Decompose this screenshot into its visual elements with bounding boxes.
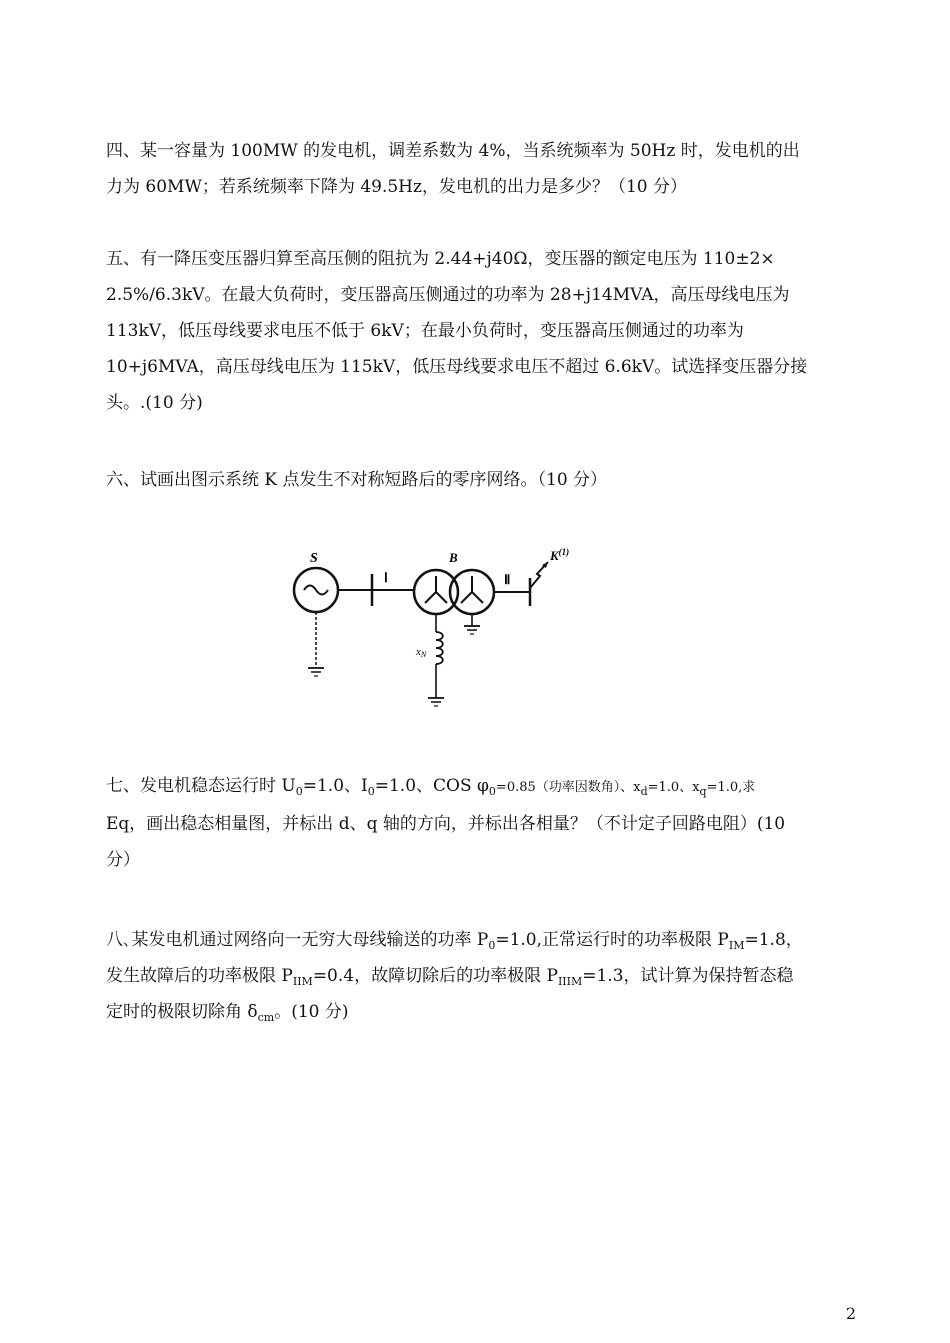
question-4-line-2: 力为 60MW；若系统频率下降为 49.5Hz，发电机的出力是多少？（10 分） (106, 177, 687, 197)
page-number: 2 (845, 1304, 856, 1323)
question-5-line-1: 五、有一降压变压器归算至高压侧的阻抗为 2.44+j40Ω，变压器的额定电压为 110±2× (106, 249, 775, 269)
fault-label: $K^{(1)}$ (550, 547, 570, 563)
question-6 (106, 462, 858, 498)
line-1-label: Ⅰ (384, 570, 388, 585)
question-5-line-2: 2.5%/6.3kV。在最大负荷时，变压器高压侧通过的功率为 28+j14MVA，高压母线电压为 (106, 285, 790, 305)
question-8-line-2: 发生故障后的功率极限 $P_{IIM}=0.4$，故障切除后的功率极限 $P_{IIIM}=1.3$，试计算为保持暂态稳 (106, 966, 794, 988)
question-5 (106, 241, 858, 421)
question-4-line-1: 四、某一容量为 100MW 的发电机，调差系数为 4%，当系统频率为 50Hz 时，发电机的出 (106, 141, 800, 161)
question-4 (106, 133, 858, 205)
power-system-diagram (286, 540, 616, 730)
question-5-line-4: 10+j6MVA，高压母线电压为 115kV，低压母线要求电压不超过 6.6kV。试选择变压器分接 (106, 357, 808, 377)
question-7-line-2: Eq，画出稳态相量图，并标出 d、q 轴的方向，并标出各相量？（不计定子回路电阻）(10 (106, 814, 786, 834)
question-8-line-3: 定时的极限切除角 $\delta_{cm}$。(10 分) (106, 1002, 349, 1024)
question-5-line-3: 113kV，低压母线要求电压不低于 6kV；在最小负荷时，变压器高压侧通过的功率为 (106, 321, 744, 341)
sine-wave-icon (304, 586, 328, 595)
generator-label: S (310, 551, 318, 566)
question-7-line-3: 分） (106, 850, 140, 870)
reactor-label: xN (416, 646, 427, 659)
transformer-label: B (449, 550, 458, 565)
reactor-coil (436, 632, 443, 664)
line-2-label: Ⅱ (504, 572, 511, 587)
question-7 (106, 768, 858, 878)
question-8-line-1: 八､某发电机通过网络向一无穷大母线输送的功率 $P_0=1.0$,正常运行时的功率极限 $P_{IM}=1.8$， (106, 930, 803, 952)
question-5-line-5: 头。.(10 分) (106, 393, 203, 413)
question-6-line-1: 六、试画出图示系统 K 点发生不对称短路后的零序网络。（10 分） (106, 470, 608, 490)
question-8 (106, 922, 858, 1030)
question-7-line-1: 七、发电机稳态运行时 $U_0=1.0$、$I_0=1.0$、COS $\varphi_0=0.85$（功率因数角）、$x_d=1.0$、$x_q=1.0$,求 (106, 776, 756, 798)
